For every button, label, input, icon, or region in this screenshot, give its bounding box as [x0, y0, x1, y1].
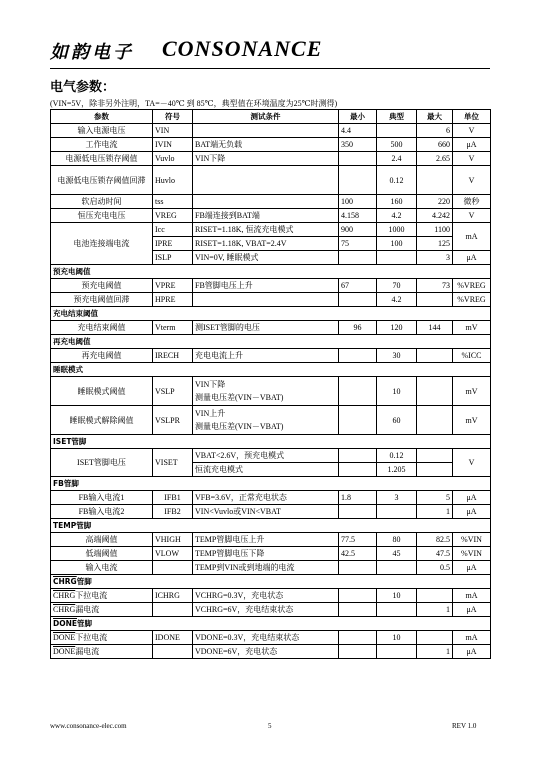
max-cell: 1100 — [417, 223, 453, 237]
typ-cell: 1.205 — [377, 463, 417, 477]
param-cell: FB输入电流1 — [51, 491, 153, 505]
cond-cell: FB端连接到BAT端 — [193, 209, 339, 223]
section-heading: 预充电阈值 — [51, 265, 491, 279]
min-cell: 42.5 — [339, 547, 377, 561]
footer-website: www.consonance-elec.com — [50, 722, 127, 730]
param-cell — [51, 603, 153, 617]
max-cell — [417, 377, 453, 406]
cond-cell: FB管脚电压上升 — [193, 279, 339, 293]
typ-cell: 4.2 — [377, 293, 417, 307]
section-row — [51, 617, 491, 631]
section-row — [51, 363, 491, 377]
section-heading — [51, 575, 491, 589]
param-cell: 睡眠模式阈值 — [51, 377, 153, 406]
unit-cell: μA — [453, 138, 491, 152]
unit-cell: mA — [453, 589, 491, 603]
typ-cell — [377, 603, 417, 617]
typ-cell: 160 — [377, 195, 417, 209]
max-cell — [417, 349, 453, 363]
cond-cell: VDONE=6V，充电状态 — [193, 645, 339, 659]
min-cell: 350 — [339, 138, 377, 152]
symbol-cell: VISET — [153, 449, 193, 477]
symbol-cell: HPRE — [153, 293, 193, 307]
cond-cell — [193, 377, 339, 406]
max-cell: 47.5 — [417, 547, 453, 561]
typ-cell — [377, 505, 417, 519]
max-cell: 0.5 — [417, 561, 453, 575]
cond-cell — [193, 195, 339, 209]
min-cell: 4.4 — [339, 124, 377, 138]
unit-cell: mA — [453, 223, 491, 251]
param-cell — [51, 589, 153, 603]
cond-cell: VIN下降 — [193, 152, 339, 166]
param-cell: 电源低电压锁存阈值 — [51, 152, 153, 166]
symbol-cell: VSLPR — [153, 406, 193, 435]
header-rule — [50, 68, 490, 69]
cond-cell — [193, 166, 339, 195]
max-cell: 82.5 — [417, 533, 453, 547]
typ-cell: 0.12 — [377, 449, 417, 463]
section-title: 电气参数： — [50, 80, 116, 95]
section-heading: 充电结束阈值 — [51, 307, 491, 321]
page-header — [50, 36, 490, 64]
symbol-cell: IPRE — [153, 237, 193, 251]
max-cell: 2.65 — [417, 152, 453, 166]
min-cell — [339, 349, 377, 363]
max-cell — [417, 463, 453, 477]
param-cell: 输入电源电压 — [51, 124, 153, 138]
unit-cell: μA — [453, 251, 491, 265]
max-cell: 125 — [417, 237, 453, 251]
symbol-cell: IRECH — [153, 349, 193, 363]
min-cell — [339, 463, 377, 477]
unit-cell: μA — [453, 645, 491, 659]
symbol-cell: Vterm — [153, 321, 193, 335]
company-logo-cn: 如韵电子 — [50, 42, 134, 63]
symbol-cell: VSLP — [153, 377, 193, 406]
table-row — [51, 505, 491, 519]
min-cell: 96 — [339, 321, 377, 335]
cond-cell: VCHRG=0.3V，充电状态 — [193, 589, 339, 603]
table-row — [51, 293, 491, 307]
done-title-suffix: 管脚 — [77, 619, 93, 628]
cond-cell: TEMP管脚电压上升 — [193, 533, 339, 547]
section-heading: FB管脚 — [51, 477, 491, 491]
param-cell: 工作电流 — [51, 138, 153, 152]
max-cell — [417, 406, 453, 435]
cond-cell: BAT端无负载 — [193, 138, 339, 152]
symbol-cell: ISLP — [153, 251, 193, 265]
cond-cell — [193, 124, 339, 138]
unit-cell: mA — [453, 631, 491, 645]
param-cell: 预充电阈值 — [51, 279, 153, 293]
cond-cell: VIN<Vuvlo或VIN<VBAT — [193, 505, 339, 519]
min-cell — [339, 603, 377, 617]
min-cell — [339, 251, 377, 265]
section-row — [51, 477, 491, 491]
param-cell: 恒压充电电压 — [51, 209, 153, 223]
typ-cell: 3 — [377, 491, 417, 505]
min-cell: 77.5 — [339, 533, 377, 547]
unit-cell: V — [453, 152, 491, 166]
unit-cell: V — [453, 166, 491, 195]
unit-cell: μA — [453, 603, 491, 617]
cond-line: VIN下降 — [195, 380, 226, 389]
typ-cell: 60 — [377, 406, 417, 435]
cond-cell: 充电电流上升 — [193, 349, 339, 363]
max-cell: 144 — [417, 321, 453, 335]
col-header: 典型 — [377, 110, 417, 124]
table-row — [51, 603, 491, 617]
cond-line: 测量电压差(VIN－VBAT) — [195, 422, 284, 431]
section-heading: 睡眠模式 — [51, 363, 491, 377]
min-cell — [339, 561, 377, 575]
min-cell — [339, 152, 377, 166]
table-row — [51, 209, 491, 223]
symbol-cell: IFB1 — [153, 491, 193, 505]
max-cell: 73 — [417, 279, 453, 293]
table-row — [51, 589, 491, 603]
table-row — [51, 349, 491, 363]
typ-cell: 500 — [377, 138, 417, 152]
param-cell: 高端阈值 — [51, 533, 153, 547]
section-heading: TEMP管脚 — [51, 519, 491, 533]
typ-cell: 10 — [377, 377, 417, 406]
table-row — [51, 166, 491, 195]
max-cell: 1 — [417, 603, 453, 617]
typ-cell: 80 — [377, 533, 417, 547]
revision-label: REV 1.0 — [452, 722, 477, 730]
company-logo-en: CONSONANCE — [162, 36, 323, 61]
typ-cell: 45 — [377, 547, 417, 561]
cond-cell: VCHRG=6V，充电结束状态 — [193, 603, 339, 617]
min-cell: 100 — [339, 195, 377, 209]
param-cell: 预充电阈值回滞 — [51, 293, 153, 307]
typ-cell: 100 — [377, 237, 417, 251]
typ-cell — [377, 561, 417, 575]
min-cell — [339, 166, 377, 195]
min-cell — [339, 293, 377, 307]
unit-cell: μA — [453, 491, 491, 505]
symbol-cell: VPRE — [153, 279, 193, 293]
test-conditions: (VIN=5V，除非另外注明，TA=－40℃ 到 85℃，典型值在环境温度为25℃时测得) — [50, 99, 338, 108]
pin-name: CHRG — [53, 605, 76, 614]
symbol-cell: IVIN — [153, 138, 193, 152]
unit-cell: %VIN — [453, 533, 491, 547]
table-row — [51, 321, 491, 335]
symbol-cell: Huvlo — [153, 166, 193, 195]
typ-cell: 120 — [377, 321, 417, 335]
section-row — [51, 519, 491, 533]
unit-cell: μA — [453, 505, 491, 519]
unit-cell: %VIN — [453, 547, 491, 561]
max-cell: 660 — [417, 138, 453, 152]
cond-cell — [193, 293, 339, 307]
table-row — [51, 406, 491, 435]
min-cell — [339, 505, 377, 519]
col-header: 最小 — [339, 110, 377, 124]
col-header: 符号 — [153, 110, 193, 124]
max-cell: 3 — [417, 251, 453, 265]
symbol-cell: VIN — [153, 124, 193, 138]
param-cell — [51, 631, 153, 645]
cond-cell: RISET=1.18K, 恒流充电模式 — [193, 223, 339, 237]
min-cell: 67 — [339, 279, 377, 293]
min-cell: 1.8 — [339, 491, 377, 505]
typ-cell: 10 — [377, 631, 417, 645]
param-suffix: 下拉电流 — [75, 633, 108, 642]
max-cell: 5 — [417, 491, 453, 505]
param-cell: 睡眠模式解除阈值 — [51, 406, 153, 435]
section-heading: 再充电阈值 — [51, 335, 491, 349]
param-cell — [51, 645, 153, 659]
pin-name: DONE — [53, 647, 76, 656]
param-suffix: 漏电流 — [75, 647, 100, 656]
param-cell: 充电结束阈值 — [51, 321, 153, 335]
chrg-title-pin: CHRG — [53, 577, 77, 586]
cond-cell: RISET=1.18K, VBAT=2.4V — [193, 237, 339, 251]
typ-cell: 10 — [377, 589, 417, 603]
unit-cell: V — [453, 449, 491, 477]
param-cell: FB输入电流2 — [51, 505, 153, 519]
max-cell: 4.242 — [417, 209, 453, 223]
symbol-cell: Vuvlo — [153, 152, 193, 166]
unit-cell: mV — [453, 321, 491, 335]
min-cell — [339, 645, 377, 659]
section-row — [51, 307, 491, 321]
param-suffix: 漏电流 — [75, 605, 100, 614]
table-header-row — [51, 110, 491, 124]
cond-cell: TEMP管脚电压下降 — [193, 547, 339, 561]
cond-cell — [193, 406, 339, 435]
spec-table — [50, 109, 491, 659]
min-cell — [339, 377, 377, 406]
typ-cell: 1000 — [377, 223, 417, 237]
max-cell: 6 — [417, 124, 453, 138]
cond-line: 测量电压差(VIN－VBAT) — [195, 393, 284, 402]
max-cell — [417, 166, 453, 195]
min-cell — [339, 589, 377, 603]
done-title-pin: DONE — [53, 619, 78, 628]
table-row — [51, 138, 491, 152]
symbol-cell: IFB2 — [153, 505, 193, 519]
param-cell: 输入电流 — [51, 561, 153, 575]
typ-cell: 70 — [377, 279, 417, 293]
unit-cell: V — [453, 124, 491, 138]
param-cell: 低端阈值 — [51, 547, 153, 561]
table-row — [51, 449, 491, 463]
min-cell — [339, 406, 377, 435]
typ-cell — [377, 124, 417, 138]
param-cell: 软启动时间 — [51, 195, 153, 209]
param-cell: 再充电阈值 — [51, 349, 153, 363]
param-cell: 电池连接端电流 — [51, 223, 153, 265]
symbol-cell: tss — [153, 195, 193, 209]
typ-cell — [377, 645, 417, 659]
cond-cell: VBAT<2.6V，预充电模式 — [193, 449, 339, 463]
section-row — [51, 435, 491, 449]
max-cell: 220 — [417, 195, 453, 209]
max-cell: 1 — [417, 645, 453, 659]
table-row — [51, 631, 491, 645]
symbol-cell: VREG — [153, 209, 193, 223]
table-row — [51, 491, 491, 505]
typ-cell — [377, 251, 417, 265]
table-row — [51, 533, 491, 547]
unit-cell: μA — [453, 561, 491, 575]
unit-cell: %ICC — [453, 349, 491, 363]
symbol-cell — [153, 645, 193, 659]
max-cell — [417, 631, 453, 645]
max-cell: 1 — [417, 505, 453, 519]
table-row — [51, 152, 491, 166]
col-header: 最大 — [417, 110, 453, 124]
min-cell: 75 — [339, 237, 377, 251]
symbol-cell: ICHRG — [153, 589, 193, 603]
table-row — [51, 645, 491, 659]
min-cell — [339, 449, 377, 463]
min-cell — [339, 631, 377, 645]
cond-line: VIN上升 — [195, 409, 226, 418]
unit-cell: 微秒 — [453, 195, 491, 209]
page-number: 5 — [268, 722, 272, 730]
max-cell — [417, 293, 453, 307]
max-cell — [417, 449, 453, 463]
unit-cell: %VREG — [453, 279, 491, 293]
unit-cell: V — [453, 209, 491, 223]
col-header: 测试条件 — [193, 110, 339, 124]
cond-cell: VIN=0V, 睡眠模式 — [193, 251, 339, 265]
section-heading — [51, 617, 491, 631]
cond-cell: VFB=3.6V，正常充电状态 — [193, 491, 339, 505]
unit-cell: mV — [453, 406, 491, 435]
cond-cell: VDONE=0.3V，充电结束状态 — [193, 631, 339, 645]
table-row — [51, 124, 491, 138]
cond-cell: 恒流充电模式 — [193, 463, 339, 477]
pin-name: DONE — [53, 633, 76, 642]
symbol-cell — [153, 603, 193, 617]
table-row — [51, 279, 491, 293]
table-row — [51, 195, 491, 209]
symbol-cell: VHIGH — [153, 533, 193, 547]
table-row — [51, 547, 491, 561]
max-cell — [417, 589, 453, 603]
section-heading: ISET管脚 — [51, 435, 491, 449]
table-row — [51, 223, 491, 237]
cond-cell: TEMP到VIN或到地端的电流 — [193, 561, 339, 575]
min-cell: 4.158 — [339, 209, 377, 223]
symbol-cell — [153, 561, 193, 575]
col-header: 单位 — [453, 110, 491, 124]
col-header: 参数 — [51, 110, 153, 124]
pin-name: CHRG — [53, 591, 76, 600]
table-row — [51, 377, 491, 406]
symbol-cell: Icc — [153, 223, 193, 237]
typ-cell: 2.4 — [377, 152, 417, 166]
param-cell: 电源低电压锁存阈值回滞 — [51, 166, 153, 195]
param-cell: ISET管脚电压 — [51, 449, 153, 477]
symbol-cell: VLOW — [153, 547, 193, 561]
section-row — [51, 575, 491, 589]
section-row — [51, 265, 491, 279]
chrg-title-suffix: 管脚 — [76, 577, 92, 586]
cond-cell: 测ISET管脚的电压 — [193, 321, 339, 335]
typ-cell: 0.12 — [377, 166, 417, 195]
param-suffix: 下拉电流 — [75, 591, 108, 600]
unit-cell: %VREG — [453, 293, 491, 307]
unit-cell: mV — [453, 377, 491, 406]
min-cell: 900 — [339, 223, 377, 237]
table-row — [51, 561, 491, 575]
symbol-cell: IDONE — [153, 631, 193, 645]
typ-cell: 4.2 — [377, 209, 417, 223]
typ-cell: 30 — [377, 349, 417, 363]
section-row — [51, 335, 491, 349]
